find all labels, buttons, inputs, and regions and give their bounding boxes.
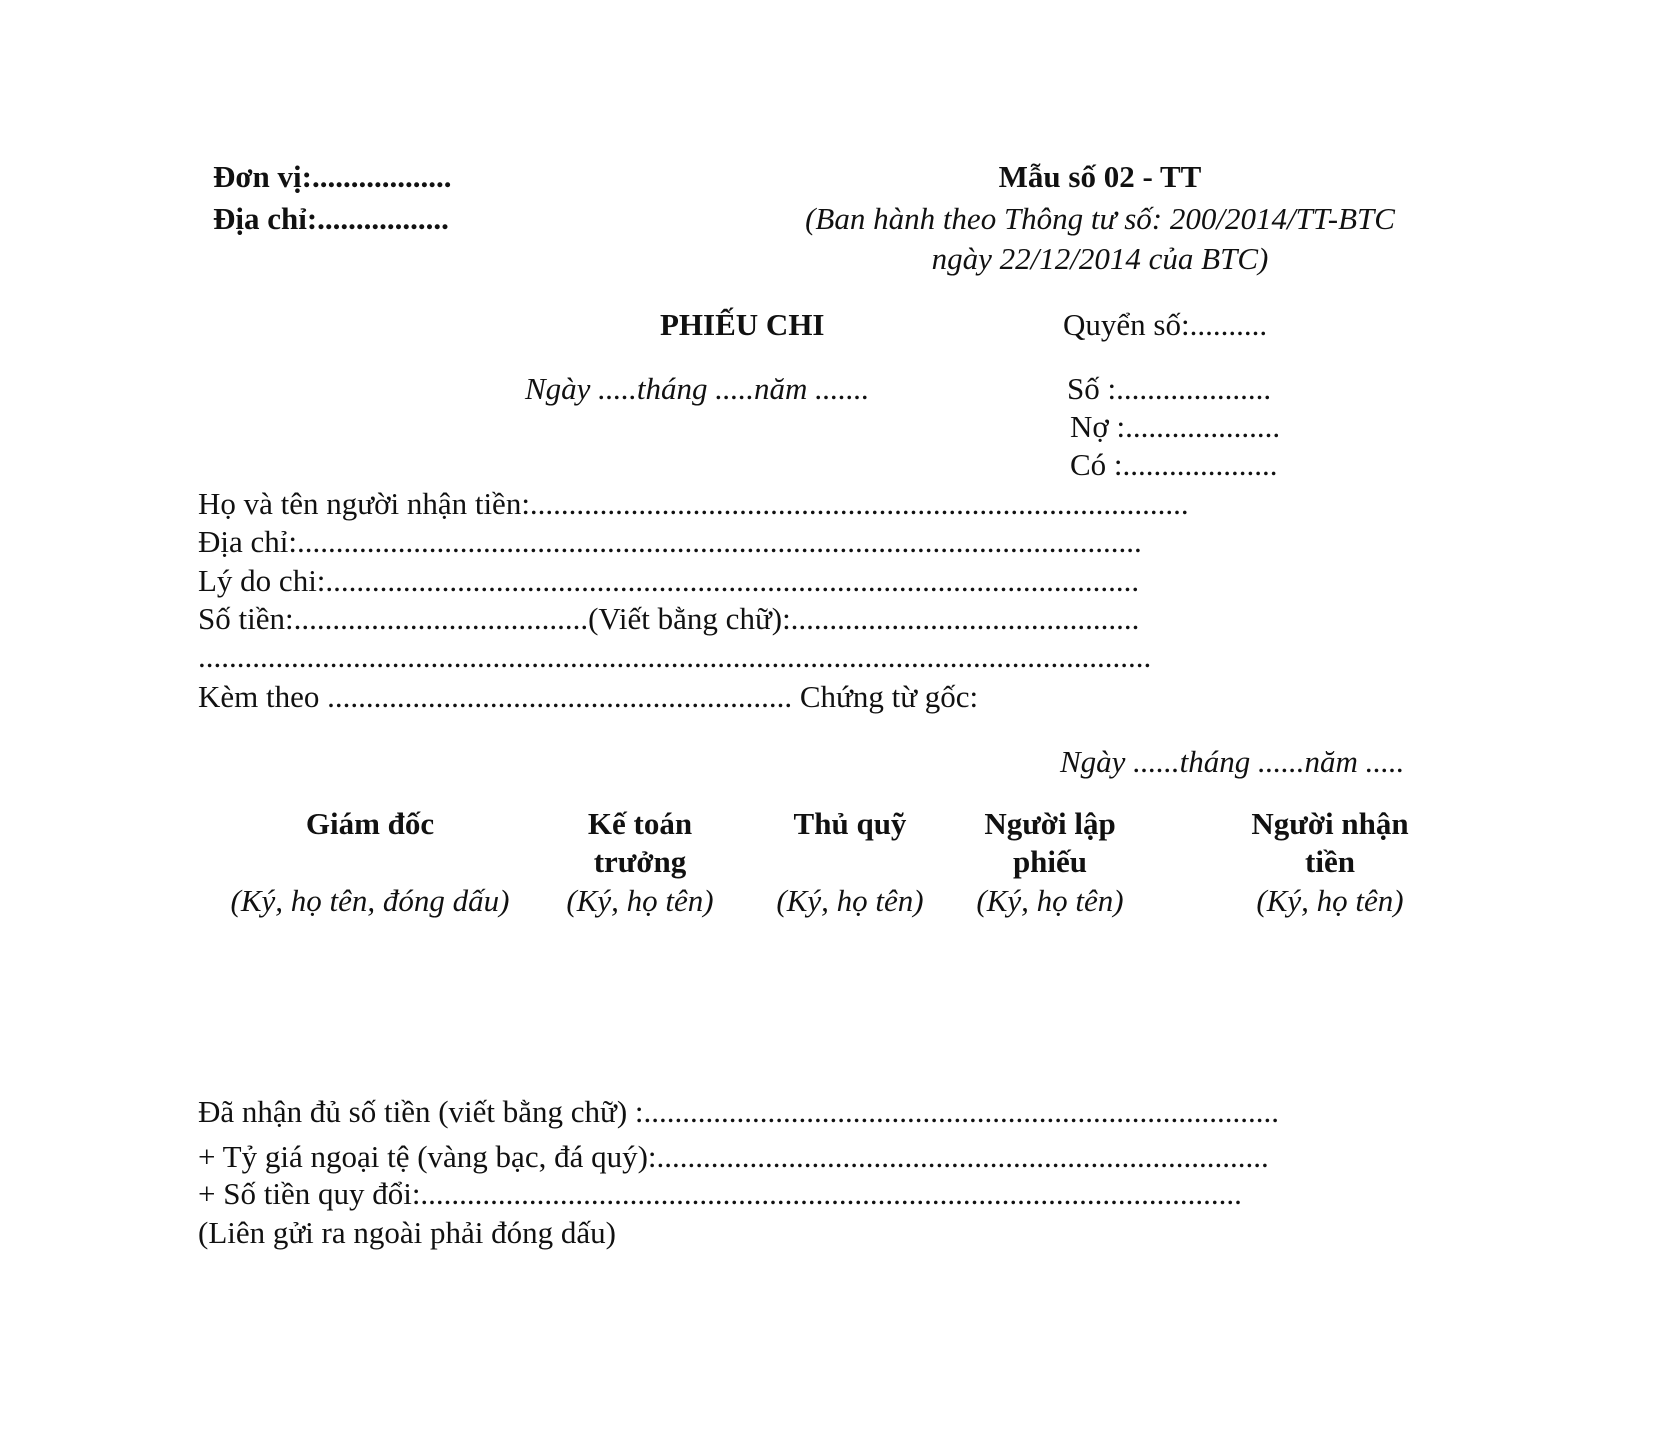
received-amount-field: Đã nhận đủ số tiền (viết bằng chữ) :..................................................................................: [198, 1094, 1280, 1129]
unit-address-field: Địa chỉ:.................: [213, 201, 449, 236]
debit-field: Nợ :....................: [1070, 409, 1281, 444]
book-number-field: Quyển số:..........: [1063, 307, 1268, 342]
signature-title-line2: phiếu: [1012, 844, 1088, 879]
signature-date: Ngày ......tháng ......năm .....: [1060, 744, 1405, 779]
signature-title: Người nhận: [1251, 806, 1409, 841]
signature-title-line2: trưởng: [593, 844, 687, 879]
signature-note: (Ký, họ tên): [1256, 883, 1404, 918]
stamp-note: (Liên gửi ra ngoài phải đóng dấu): [198, 1215, 616, 1250]
signature-note: (Ký, họ tên, đóng dấu): [230, 883, 510, 918]
document-date: Ngày .....tháng .....năm .......: [525, 371, 870, 406]
issued-by-line2: ngày 22/12/2014 của BTC): [931, 241, 1269, 276]
signature-title: Thủ quỹ: [793, 806, 907, 841]
signature-note: (Ký, họ tên): [976, 883, 1124, 918]
signature-title: Người lập: [984, 806, 1116, 841]
signature-note: (Ký, họ tên): [566, 883, 714, 918]
exchange-rate-field: + Tỷ giá ngoại tệ (vàng bạc, đá quý):...............................................................................: [198, 1139, 1269, 1174]
issued-by-line1: (Ban hành theo Thông tư số: 200/2014/TT-BTC: [805, 201, 1395, 236]
recipient-address-field: Địa chỉ:.............................................................................................................: [198, 524, 1142, 559]
signature-title-line2: tiền: [1305, 844, 1355, 879]
credit-field: Có :....................: [1070, 447, 1278, 482]
attached-documents-field: Kèm theo ............................................................ Chứng từ gốc:: [198, 679, 979, 714]
form-number: Mẫu số 02 - TT: [998, 159, 1202, 194]
reason-field: Lý do chi:.........................................................................................................: [198, 563, 1140, 598]
signature-note: (Ký, họ tên): [776, 883, 924, 918]
amount-continuation-field: ...........................................................................................................................: [198, 639, 1152, 674]
signature-title: Giám đốc: [305, 806, 435, 841]
unit-field: Đơn vị:..................: [213, 159, 452, 194]
voucher-number-field: Số :....................: [1067, 371, 1272, 406]
converted-amount-field: + Số tiền quy đổi:..........................................................................................................: [198, 1176, 1242, 1211]
recipient-name-field: Họ và tên người nhận tiền:.....................................................................................: [198, 486, 1189, 521]
signature-title: Kế toán: [587, 806, 693, 841]
document-title: PHIẾU CHI: [660, 307, 825, 342]
amount-field: Số tiền:......................................(Viết bằng chữ):.............................................: [198, 601, 1140, 636]
